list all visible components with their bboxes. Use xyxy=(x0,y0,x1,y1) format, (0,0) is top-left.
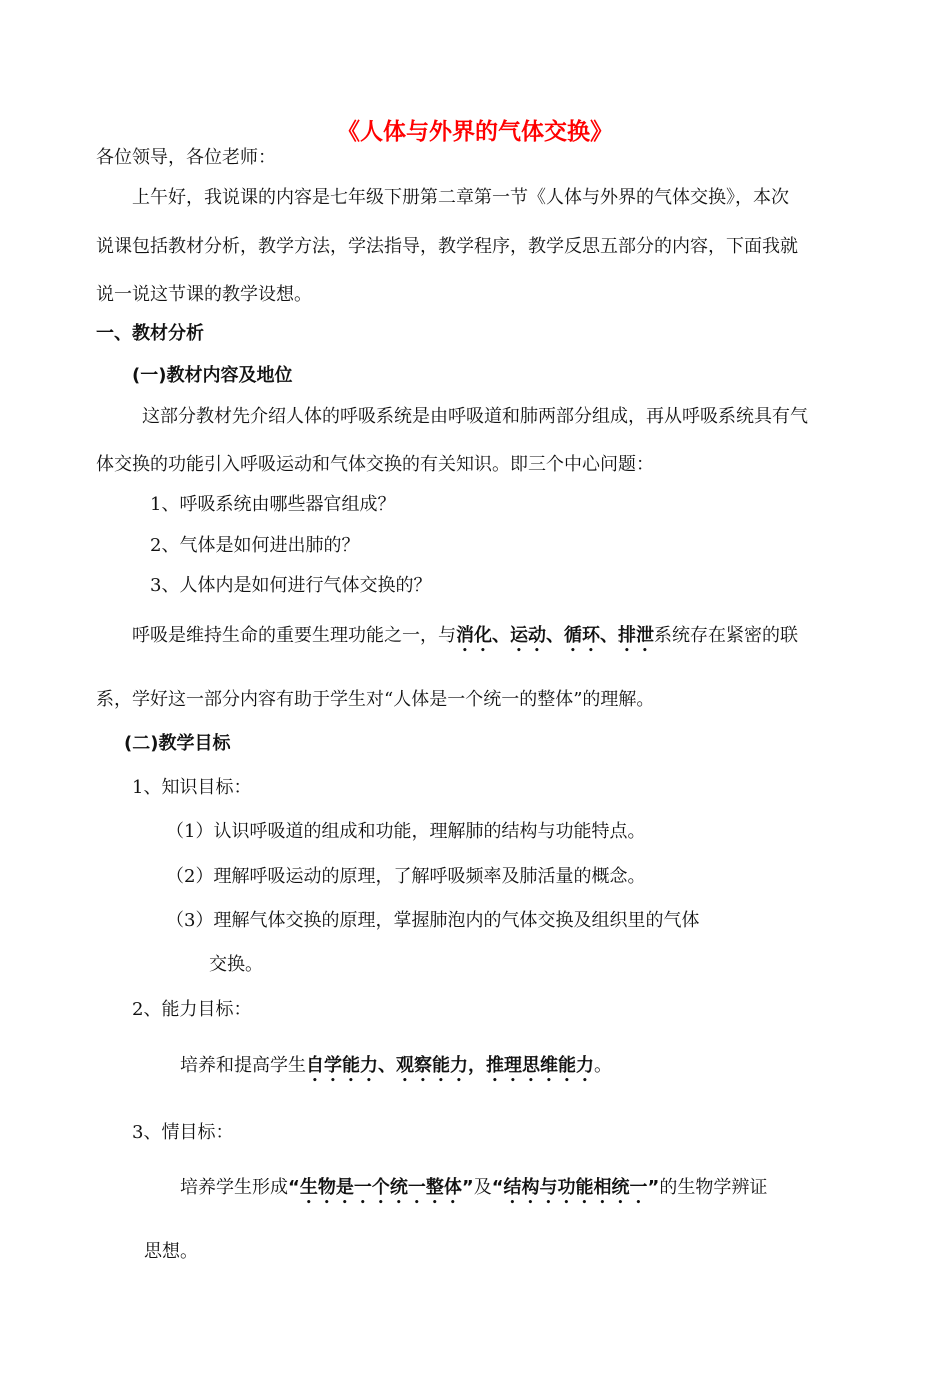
ability-text-pre: 培养和提高学生 xyxy=(180,1055,306,1076)
emotion-quote-close-2: ” xyxy=(647,1177,660,1198)
intro-line-2: 说课包括教材分析，教学方法，学法指导，教学程序，教学反思五部分的内容，下面我就 xyxy=(96,236,798,257)
document-title: 《人体与外界的气体交换》 xyxy=(337,119,613,145)
subsection-heading-goals: (二)教学目标 xyxy=(124,733,231,754)
question-1: 1、呼吸系统由哪些器官组成？ xyxy=(150,494,396,515)
relation-text-post: 系统存在紧密的联 xyxy=(654,625,798,646)
knowledge-item-1: （1）认识呼吸道的组成和功能，理解肺的结构与功能特点。 xyxy=(166,821,646,842)
emotion-goal-heading: 3、情目标： xyxy=(132,1122,234,1143)
knowledge-item-3: （3）理解气体交换的原理，掌握肺泡内的气体交换及组织里的气体 xyxy=(166,910,700,931)
question-3: 3、人体内是如何进行气体交换的？ xyxy=(150,575,432,596)
emotion-quote-close-1: ” xyxy=(461,1177,474,1198)
emotion-goal-line-1 xyxy=(180,1176,767,1208)
ability-text-post: 。 xyxy=(594,1055,612,1076)
emotion-goal-line-2: 思想。 xyxy=(144,1241,198,1262)
relation-line-1 xyxy=(132,624,798,656)
intro-line-3: 说一说这节课的教学设想。 xyxy=(96,284,312,305)
emotion-text-post: 的生物学辨证 xyxy=(659,1177,768,1198)
question-2: 2、气体是如何进出肺的？ xyxy=(150,535,360,556)
ability-goal-text xyxy=(180,1054,612,1086)
emotion-quote-open-2: “ xyxy=(491,1177,504,1198)
relation-text-pre: 呼吸是维持生命的重要生理功能之一，与 xyxy=(132,625,456,646)
content-para-line-1: 这部分教材先介绍人体的呼吸系统是由呼吸道和肺两部分组成，再从呼吸系统具有气 xyxy=(142,406,808,427)
greeting: 各位领导，各位老师： xyxy=(96,147,276,168)
emotion-emphasis-1: 生物是一个统一整体 xyxy=(299,1177,462,1198)
emotion-quote-open-1: “ xyxy=(288,1177,300,1198)
content-para-line-2: 体交换的功能引入呼吸运动和气体交换的有关知识。即三个中心问题： xyxy=(96,454,654,475)
subsection-heading-content: (一)教材内容及地位 xyxy=(132,365,293,386)
knowledge-goal-heading: 1、知识目标： xyxy=(132,777,252,798)
emotion-text-mid: 及 xyxy=(473,1177,492,1198)
ability-goal-heading: 2、能力目标： xyxy=(132,999,252,1020)
section-heading-materials: 一、教材分析 xyxy=(96,323,204,344)
emotion-text-pre: 培养学生形成 xyxy=(180,1177,288,1198)
ability-emphasis: 自学能力、观察能力，推理思维能力 xyxy=(306,1055,594,1076)
relation-line-2: 系，学好这一部分内容有助于学生对“人体是一个统一的整体”的理解。 xyxy=(96,689,655,710)
emotion-emphasis-2: 结构与功能相统一 xyxy=(503,1177,648,1198)
knowledge-item-3-continued: 交换。 xyxy=(209,954,263,975)
relation-emphasis: 消化、运动、循环、排泄 xyxy=(456,625,654,646)
knowledge-item-2: （2）理解呼吸运动的原理，了解呼吸频率及肺活量的概念。 xyxy=(166,866,646,887)
intro-line-1: 上午好，我说课的内容是七年级下册第二章第一节《人体与外界的气体交换》，本次 xyxy=(132,187,789,208)
